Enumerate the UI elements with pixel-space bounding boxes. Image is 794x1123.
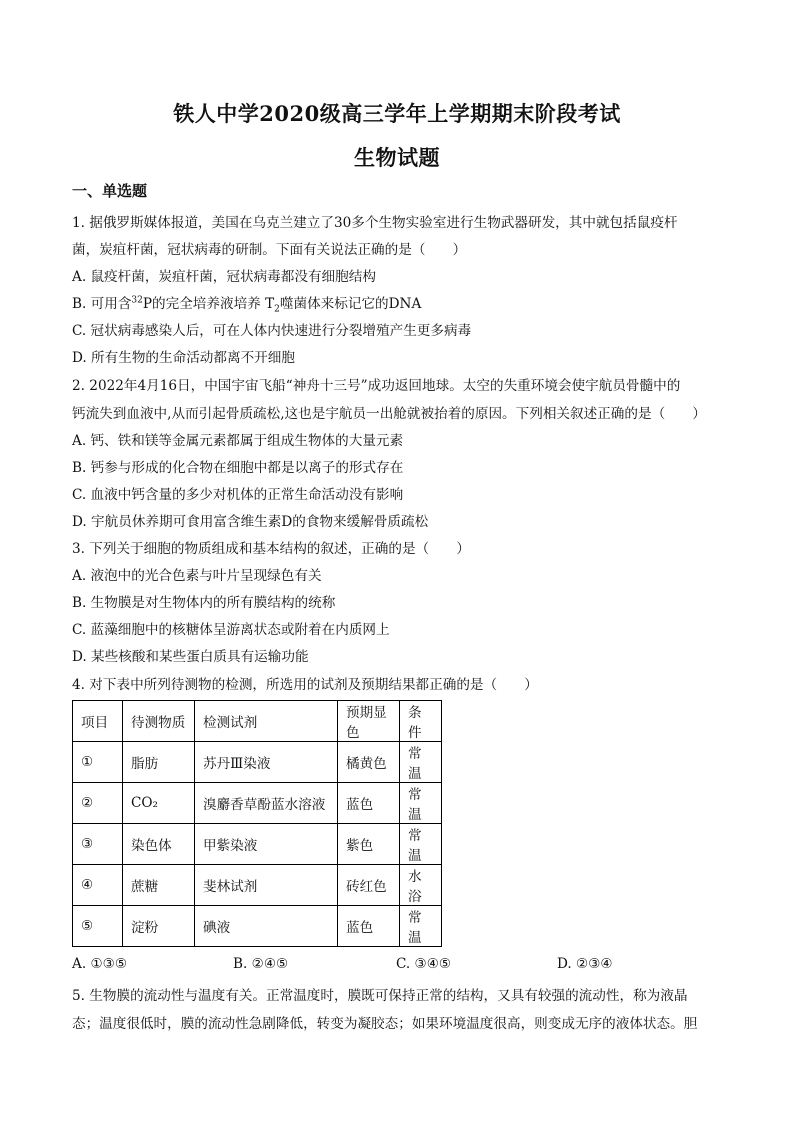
q3-option-c: C. 蓝藻细胞中的核糖体呈游离状态或附着在内质网上	[72, 622, 390, 638]
table-cell: 常温	[400, 783, 442, 824]
q1-stem-line1: 1. 据俄罗斯媒体报道，美国在乌克兰建立了30多个生物实验室进行生物武器研发，其中就包括鼠疫杆	[72, 215, 678, 231]
table-cell: 紫色	[338, 824, 400, 865]
q2-option-d: D. 宇航员休养期可食用富含维生素D的食物来缓解骨质疏松	[72, 514, 429, 530]
table-cell: 碘液	[195, 906, 338, 947]
table-cell: 蔗糖	[123, 865, 195, 906]
q1-option-d: D. 所有生物的生命活动都离不开细胞	[72, 350, 295, 366]
q1-option-b: B. 可用含$^{32}$P的完全培养液培养 $T_2$噬菌体来标记它的DNA	[72, 295, 422, 315]
table-cell: ③	[73, 824, 123, 865]
table-cell: ①	[73, 742, 123, 783]
table-header-row	[73, 701, 442, 742]
table-cell: 常温	[400, 906, 442, 947]
table-cell: ②	[73, 783, 123, 824]
table-cell: 砖红色	[338, 865, 400, 906]
table-cell: 斐林试剂	[195, 865, 338, 906]
q3-option-a: A. 液泡中的光合色素与叶片呈现绿色有关	[72, 568, 322, 584]
q4-option-a: A. ①③⑤	[72, 956, 128, 972]
q2-option-b: B. 钙参与形成的化合物在细胞中都是以离子的形式存在	[72, 460, 404, 476]
q2-option-c: C. 血液中钙含量的多少对机体的正常生命活动没有影响	[72, 487, 404, 503]
q2-stem-line1: 2. 2022年4月16日，中国宇宙飞船“神舟十三号”成功返回地球。太空的失重环境会使宇航员骨髓中的	[72, 378, 681, 394]
q2-option-a: A. 钙、铁和镁等金属元素都属于组成生物体的大量元素	[72, 433, 404, 449]
q3-stem: 3. 下列关于细胞的物质组成和基本结构的叙述，正确的是（ ）	[72, 541, 470, 557]
table-cell: 苏丹Ⅲ染液	[195, 742, 338, 783]
table-cell: 脂肪	[123, 742, 195, 783]
table-row	[73, 906, 442, 947]
table-cell: ④	[73, 865, 123, 906]
q4-stem: 4. 对下表中所列待测物的检测，所选用的试剂及预期结果都正确的是（ ）	[72, 677, 538, 693]
table-row	[73, 865, 442, 906]
q4-option-c: C. ③④⑤	[396, 956, 452, 972]
table-cell: 染色体	[123, 824, 195, 865]
table-cell: 蓝色	[338, 906, 400, 947]
table-row	[73, 783, 442, 824]
table-cell: 水浴	[400, 865, 442, 906]
q5-stem-line2: 态；温度很低时，膜的流动性急剧降低，转变为凝胶态；如果环境温度很高，则变成无序的液体状态。胆	[72, 1016, 698, 1032]
table-cell: ⑤	[73, 906, 123, 947]
table-cell: 蓝色	[338, 783, 400, 824]
exam-title: 铁人中学2020级高三学年上学期期末阶段考试	[173, 101, 621, 126]
table-header-cell: 预期显色	[338, 701, 400, 742]
q4-option-b: B. ②④⑤	[233, 956, 289, 972]
table-cell: 淀粉	[123, 906, 195, 947]
q2-stem-line2: 钙流失到血液中,从而引起骨质疏松,这也是宇航员一出舱就被抬着的原因。下列相关叙述正确的是（ ）	[72, 406, 706, 422]
table-cell: 甲紫染液	[195, 824, 338, 865]
q5-stem-line1: 5. 生物膜的流动性与温度有关。正常温度时，膜既可保持正常的结构，又具有较强的流动性，称为液晶	[72, 988, 688, 1004]
table-cell: 常温	[400, 824, 442, 865]
table-cell: 溴麝香草酚蓝水溶液	[195, 783, 338, 824]
q1-option-c: C. 冠状病毒感染人后，可在人体内快速进行分裂增殖产生更多病毒	[72, 323, 472, 339]
section-heading: 一、单选题	[72, 182, 148, 200]
table-cell: 常温	[400, 742, 442, 783]
table-header-cell: 项目	[73, 701, 123, 742]
q4-option-d: D. ②③④	[557, 956, 613, 972]
q4-table	[72, 700, 442, 947]
q1-stem-line2: 菌，炭疽杆菌，冠状病毒的研制。下面有关说法正确的是（ ）	[72, 242, 467, 258]
q3-option-b: B. 生物膜是对生物体内的所有膜结构的统称	[72, 595, 336, 611]
q1-option-a: A. 鼠疫杆菌，炭疽杆菌，冠状病毒都没有细胞结构	[72, 269, 376, 285]
table-header-cell: 待测物质	[123, 701, 195, 742]
q3-option-d: D. 某些核酸和某些蛋白质具有运输功能	[72, 649, 309, 665]
table-header-cell: 检测试剂	[195, 701, 338, 742]
table-cell: 橘黄色	[338, 742, 400, 783]
table-row	[73, 742, 442, 783]
table-row	[73, 824, 442, 865]
table-cell: CO₂	[123, 783, 195, 824]
table-header-cell: 条件	[400, 701, 442, 742]
exam-subtitle: 生物试题	[354, 145, 440, 170]
